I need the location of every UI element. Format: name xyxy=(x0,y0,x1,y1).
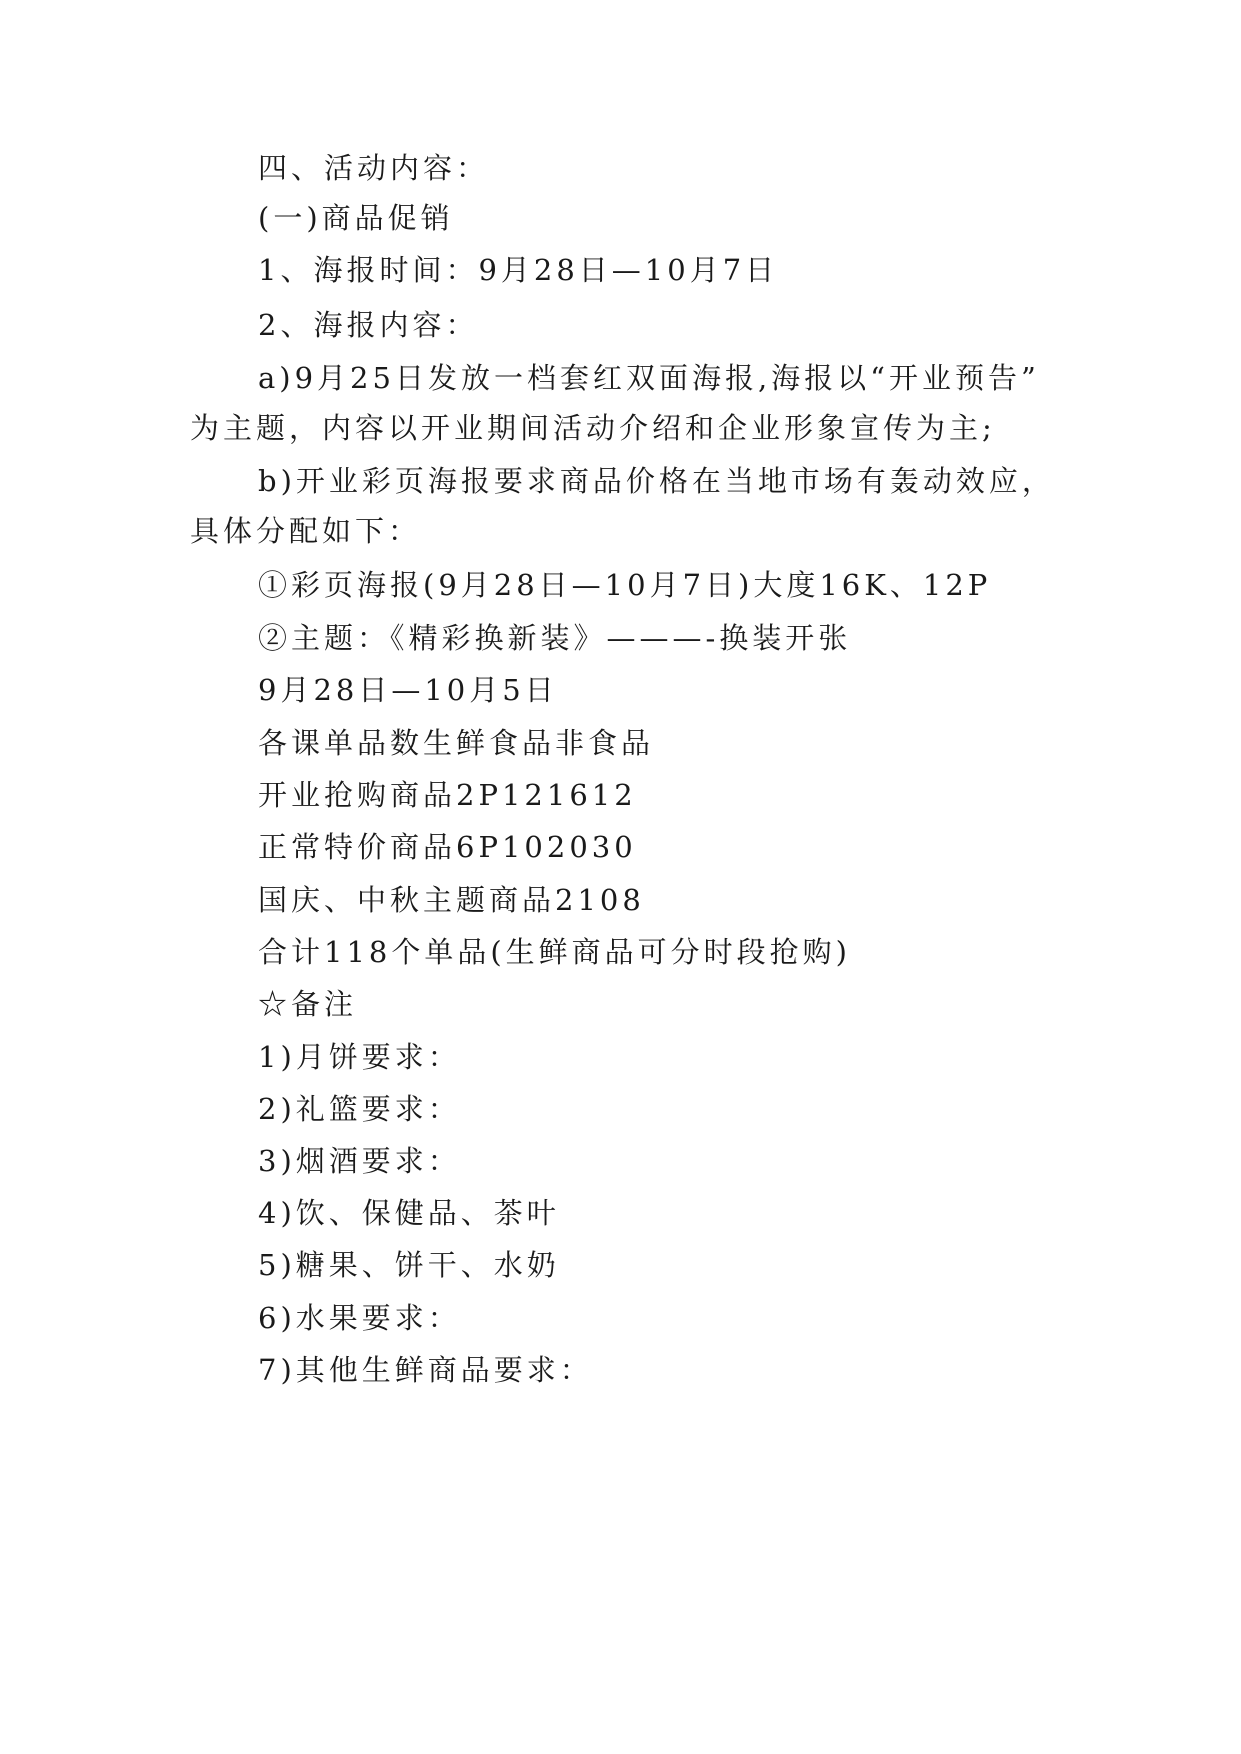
list-item: 3)烟酒要求： xyxy=(258,1144,461,1178)
list-item: 5)糖果、饼干、水奶 xyxy=(258,1248,560,1282)
paragraph-line: 9月28日—10月5日 xyxy=(258,673,558,707)
paragraph-line: 2、海报内容： xyxy=(258,308,479,342)
section-heading: 四、活动内容： xyxy=(258,151,490,185)
list-item: 6)水果要求： xyxy=(258,1301,461,1335)
paragraph-line: 具体分配如下： xyxy=(190,514,422,548)
paragraph-line: 1、海报时间：9月28日—10月7日 xyxy=(258,253,779,287)
paragraph-line: 国庆、中秋主题商品2108 xyxy=(258,883,645,917)
paragraph-line: 正常特价商品6P102030 xyxy=(258,830,637,864)
paragraph-line: 各课单品数生鲜食品非食品 xyxy=(258,726,655,760)
list-item: 1)月饼要求： xyxy=(258,1040,461,1074)
paragraph-line: ①彩页海报(9月28日—10月7日)大度16K、12P xyxy=(258,568,992,602)
list-item: 7)其他生鲜商品要求： xyxy=(258,1353,593,1387)
paragraph-line: a)9月25日发放一档套红双面海报,海报以“开业预告” xyxy=(258,361,1040,395)
note-heading: ☆备注 xyxy=(258,987,358,1021)
paragraph-line: b)开业彩页海报要求商品价格在当地市场有轰动效应， xyxy=(258,464,1055,498)
paragraph-line: 合计118个单品(生鲜商品可分时段抢购) xyxy=(258,935,851,969)
list-item: 4)饮、保健品、茶叶 xyxy=(258,1196,560,1230)
paragraph-line: 为主题，内容以开业期间活动介绍和企业形象宣传为主; xyxy=(190,411,996,445)
paragraph-line: ②主题：《精彩换新装》———-换装开张 xyxy=(258,621,852,655)
list-item: 2)礼篮要求： xyxy=(258,1092,461,1126)
paragraph-line: 开业抢购商品2P121612 xyxy=(258,778,637,812)
subsection-heading: (一)商品促销 xyxy=(258,201,454,235)
